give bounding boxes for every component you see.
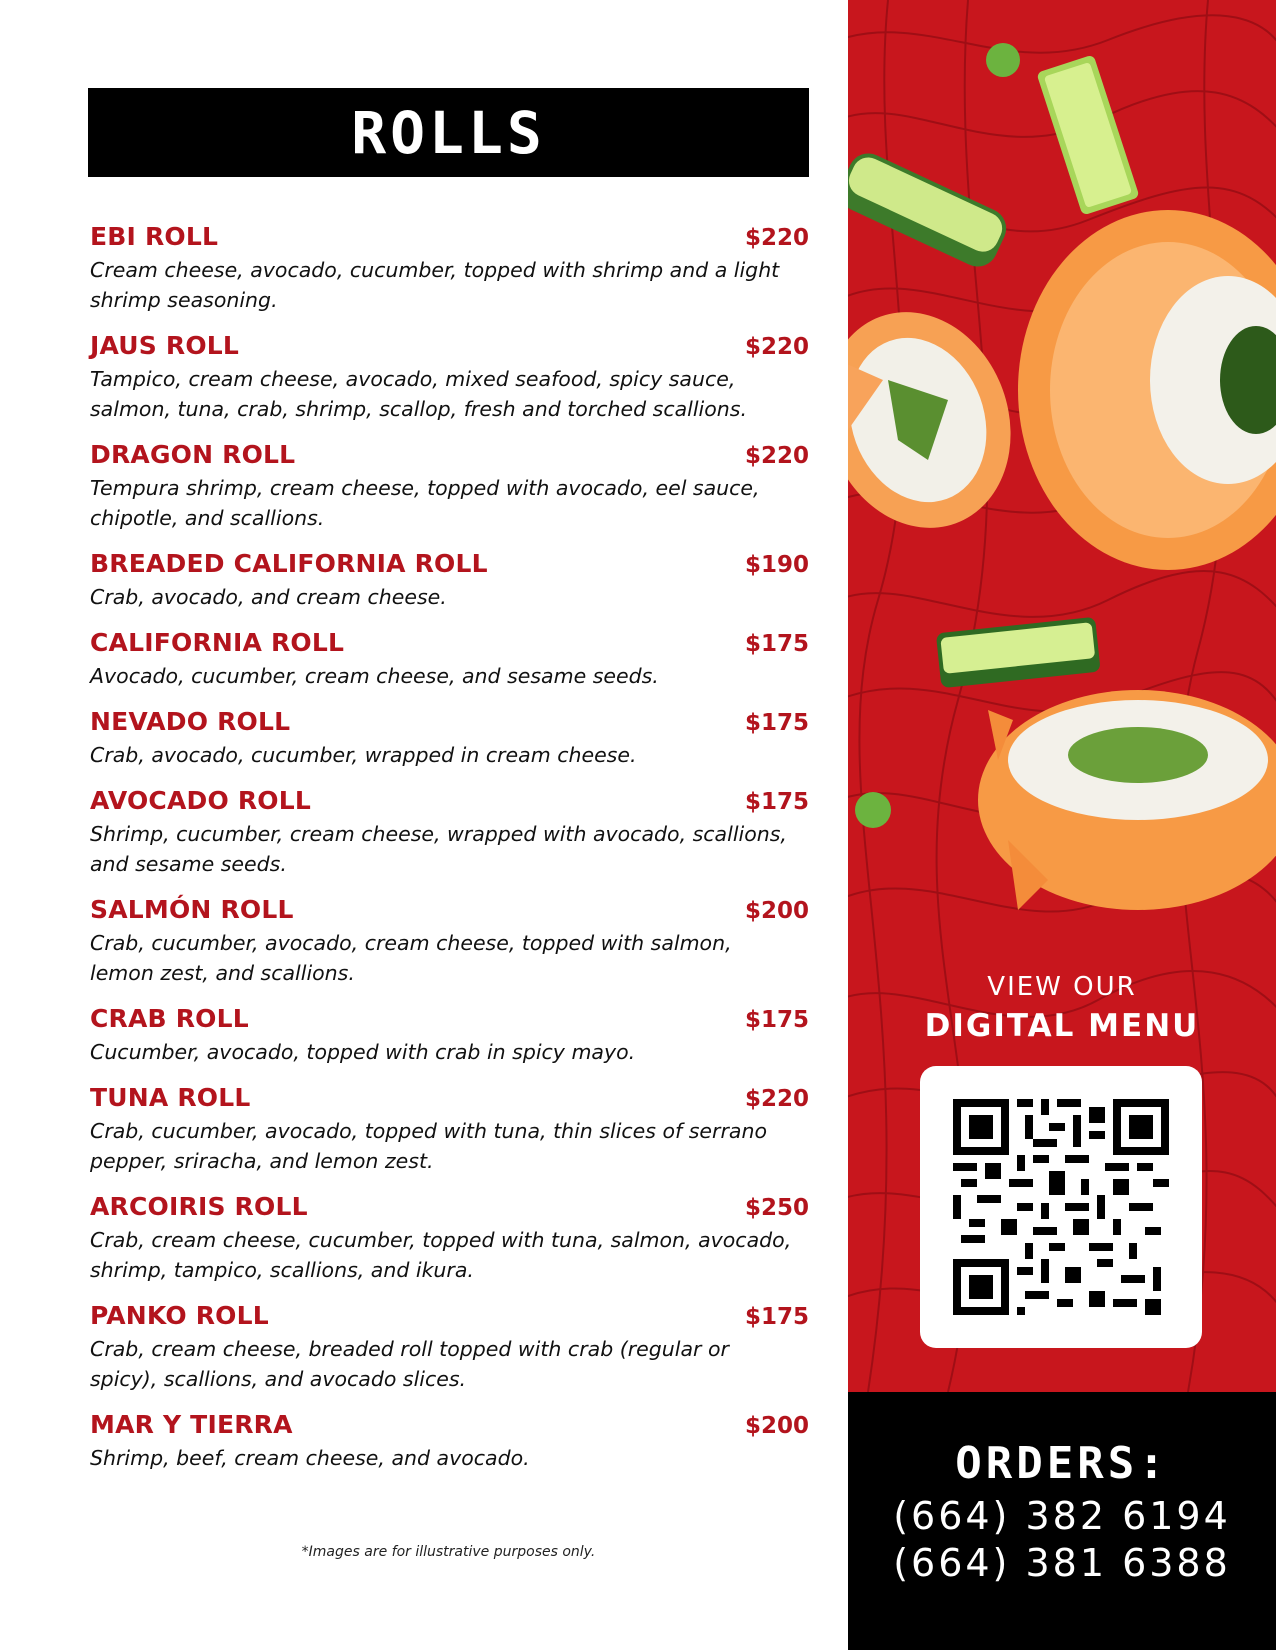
item-description: Crab, avocado, cucumber, wrapped in cream cheese. [90, 743, 637, 767]
item-name: CRAB ROLL [90, 1004, 249, 1033]
qr-card[interactable] [920, 1066, 1202, 1348]
item-description: Crab, cucumber, avocado, cream cheese, topped with salmon, lemon zest, and scallions. [90, 931, 732, 985]
menu-title: ROLLS [351, 98, 546, 167]
item-name: AVOCADO ROLL [90, 786, 311, 815]
menu-item [90, 1081, 809, 1176]
cucumber-slice-icon [1036, 54, 1139, 215]
item-description: Tampico, cream cheese, avocado, mixed seafood, spicy sauce, salmon, tuna, crab, shrimp, scallop, fresh and torched scallions. [90, 367, 747, 421]
item-description: Crab, avocado, and cream cheese. [90, 585, 447, 609]
menu-item [90, 1002, 809, 1067]
item-name: MAR Y TIERRA [90, 1410, 293, 1439]
menu-item [90, 438, 809, 533]
item-description: Shrimp, beef, cream cheese, and avocado. [90, 1446, 530, 1470]
item-price: $220 [744, 225, 809, 251]
item-price: $250 [744, 1195, 809, 1221]
item-price: $220 [744, 443, 809, 469]
menu-item [90, 893, 809, 988]
phone-number[interactable]: (664) 382 6194 [893, 1494, 1231, 1538]
item-price: $175 [744, 1304, 809, 1330]
menu-item [90, 705, 809, 770]
item-description: Cucumber, avocado, topped with crab in spicy mayo. [90, 1040, 636, 1064]
item-name: SALMÓN ROLL [90, 895, 294, 924]
item-description: Shrimp, cucumber, cream cheese, wrapped with avocado, scallions, and sesame seeds. [90, 822, 787, 876]
item-price: $190 [744, 552, 809, 578]
menu-item [90, 1299, 809, 1394]
item-price: $175 [744, 789, 809, 815]
red-panel [848, 0, 1276, 1392]
item-name: NEVADO ROLL [90, 707, 291, 736]
item-description: Tempura shrimp, cream cheese, topped with avocado, eel sauce, chipotle, and scallions. [90, 476, 760, 530]
view-our-label: VIEW OUR [987, 972, 1137, 1002]
item-description: Crab, cream cheese, breaded roll topped with crab (regular or spicy), scallions, and avocado slices. [90, 1337, 729, 1391]
item-price: $175 [744, 1007, 809, 1033]
menu-item [90, 626, 809, 691]
promo-column [848, 0, 1276, 1650]
item-description: Crab, cucumber, avocado, topped with tuna, thin slices of serrano pepper, sriracha, and lemon zest. [90, 1119, 767, 1173]
item-name: BREADED CALIFORNIA ROLL [90, 549, 488, 578]
item-price: $200 [744, 1413, 809, 1439]
item-name: EBI ROLL [90, 222, 219, 251]
item-price: $175 [744, 631, 809, 657]
image-disclaimer: *Images are for illustrative purposes only. [301, 1544, 596, 1560]
menu-list [90, 220, 809, 1487]
qr-code-icon[interactable] [953, 1099, 1169, 1315]
item-name: CALIFORNIA ROLL [90, 628, 345, 657]
item-description: Cream cheese, avocado, cucumber, topped with shrimp and a light shrimp seasoning. [90, 258, 780, 312]
item-name: ARCOIRIS ROLL [90, 1192, 308, 1221]
menu-item [90, 329, 809, 424]
menu-item [90, 1190, 809, 1285]
item-name: PANKO ROLL [90, 1301, 269, 1330]
menu-item [90, 784, 809, 879]
item-price: $200 [744, 898, 809, 924]
sushi-illustration [848, 20, 1276, 940]
item-price: $220 [744, 334, 809, 360]
phone-number[interactable]: (664) 381 6388 [893, 1541, 1231, 1585]
item-price: $220 [744, 1086, 809, 1112]
item-name: JAUS ROLL [90, 331, 240, 360]
item-name: TUNA ROLL [90, 1083, 251, 1112]
item-name: DRAGON ROLL [90, 440, 296, 469]
item-price: $175 [744, 710, 809, 736]
menu-item [90, 1408, 809, 1473]
menu-item [90, 547, 809, 612]
digital-menu-label: DIGITAL MENU [924, 1008, 1200, 1044]
orders-label: ORDERS: [955, 1438, 1169, 1489]
item-description: Crab, cream cheese, cucumber, topped with tuna, salmon, avocado, shrimp, tampico, scallions, and ikura. [90, 1228, 792, 1282]
item-description: Avocado, cucumber, cream cheese, and sesame seeds. [90, 664, 659, 688]
menu-item [90, 220, 809, 315]
title-banner [88, 88, 809, 177]
